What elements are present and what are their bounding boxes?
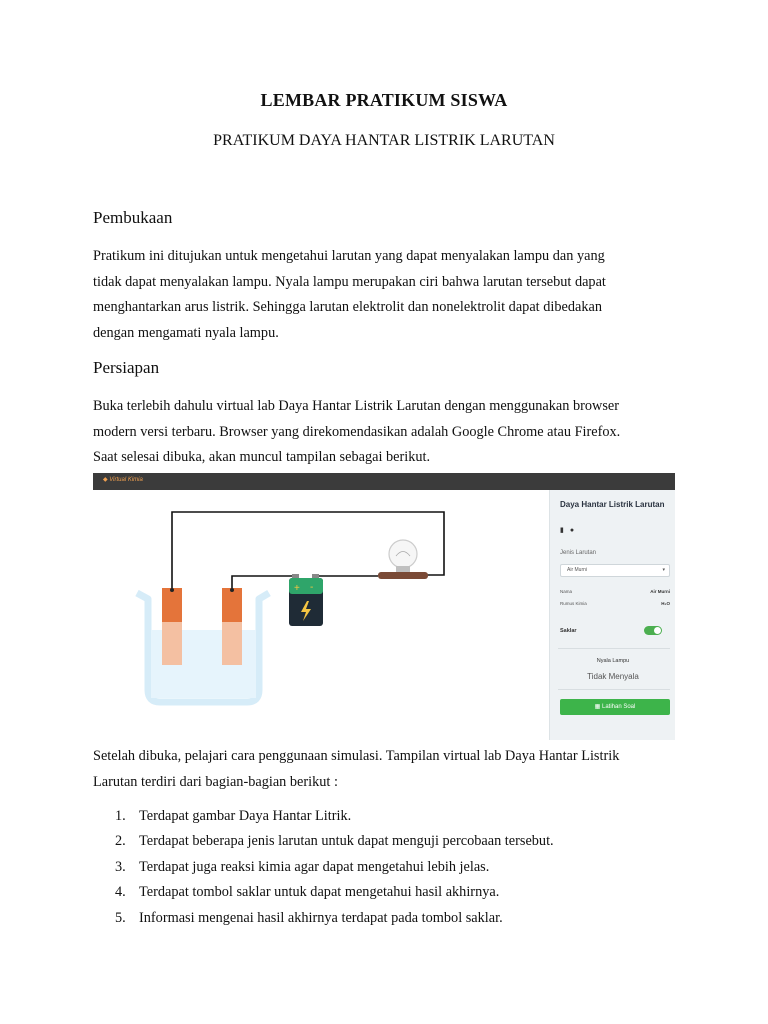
electrode-left — [162, 588, 182, 622]
list-item: 4. Terdapat tombol saklar untuk dapat mengetahui hasil akhirnya. — [115, 884, 500, 901]
svg-text:-: - — [310, 582, 314, 593]
latihan-soal-button[interactable]: ▦ Latihan Soal — [560, 699, 670, 715]
panel-title: Daya Hantar Listrik Larutan — [560, 500, 665, 509]
lab-topbar — [93, 473, 675, 490]
electrode-left-lower — [162, 622, 182, 665]
heading-persiapan: Persiapan — [93, 358, 160, 377]
feature-list — [93, 804, 675, 931]
svg-text:+: + — [294, 583, 300, 594]
jenis-larutan-select[interactable]: Air Murni ▾ — [560, 564, 670, 577]
paragraph-line: tidak dapat menyalakan lampu. Nyala lampu merupakan ciri bahwa larutan tersebut dapat — [93, 273, 606, 290]
list-item: 5. Informasi mengenai hasil akhirnya terdapat pada tombol saklar. — [115, 909, 503, 926]
document-subtitle: PRATIKUM DAYA HANTAR LISTRIK LARUTAN — [213, 132, 555, 149]
lab-brand-logo: ◆ Virtual Kimia — [103, 477, 143, 483]
divider — [558, 648, 670, 649]
info-row-rumus: Rumus Kimia H₂O — [560, 601, 670, 606]
list-item: 1. Terdapat gambar Daya Hantar Litrik. — [115, 808, 352, 824]
divider — [558, 689, 670, 690]
chevron-down-icon: ▾ — [662, 567, 665, 573]
virtual-lab-screenshot — [93, 473, 675, 740]
help-icon[interactable]: ● — [569, 527, 575, 534]
paragraph-persiapan — [93, 394, 675, 471]
electrode-right-lower — [222, 622, 242, 665]
info-row-nama: Nama Air Murni — [560, 589, 670, 594]
bulb-icon — [389, 540, 417, 568]
nyala-lampu-label: Nyala Lampu — [596, 658, 630, 664]
control-panel — [549, 490, 675, 740]
paragraph-line: Pratikum ini ditujukan untuk mengetahui larutan yang dapat menyalakan lampu dan yang — [93, 248, 605, 264]
lamp-base — [378, 572, 428, 579]
jenis-larutan-label: Jenis Larutan — [560, 550, 597, 556]
lamp-status: Tidak Menyala — [587, 672, 639, 681]
trash-icon[interactable]: ▮ — [560, 527, 564, 534]
heading-pembukaan: Pembukaan — [93, 208, 173, 227]
paragraph-line: modern versi terbaru. Browser yang direkomendasikan adalah Google Chrome atau Firefox. — [93, 423, 621, 440]
paragraph-line: Larutan terdiri dari bagian-bagian berikut : — [93, 773, 338, 790]
saklar-label: Saklar — [560, 628, 577, 634]
paragraph-pembukaan — [93, 244, 675, 346]
electrode-right — [222, 588, 242, 622]
paragraph-line: Setelah dibuka, pelajari cara penggunaan simulasi. Tampilan virtual lab Daya Hantar Listrik — [93, 748, 620, 764]
document-title: LEMBAR PRATIKUM SISWA — [260, 90, 508, 110]
list-item: 3. Terdapat juga reaksi kimia agar dapat mengetahui lebih jelas. — [115, 858, 490, 875]
paragraph-setelah — [93, 744, 675, 795]
paragraph-line: menghantarkan arus listrik. Sehingga larutan elektrolit dan nonelektrolit dapat dibedakan — [93, 299, 602, 315]
saklar-toggle[interactable] — [644, 626, 662, 635]
wire — [232, 576, 295, 588]
circuit-illustration — [93, 490, 549, 740]
paragraph-line: Buka terlebih dahulu virtual lab Daya Hantar Listrik Larutan dengan menggunakan browser — [93, 398, 620, 414]
list-item: 2. Terdapat beberapa jenis larutan untuk dapat menguji percobaan tersebut. — [115, 833, 554, 850]
paragraph-line: Saat selesai dibuka, akan muncul tampilan sebagai berikut. — [93, 449, 431, 465]
paragraph-line: dengan mengamati nyala lampu. — [93, 324, 279, 341]
